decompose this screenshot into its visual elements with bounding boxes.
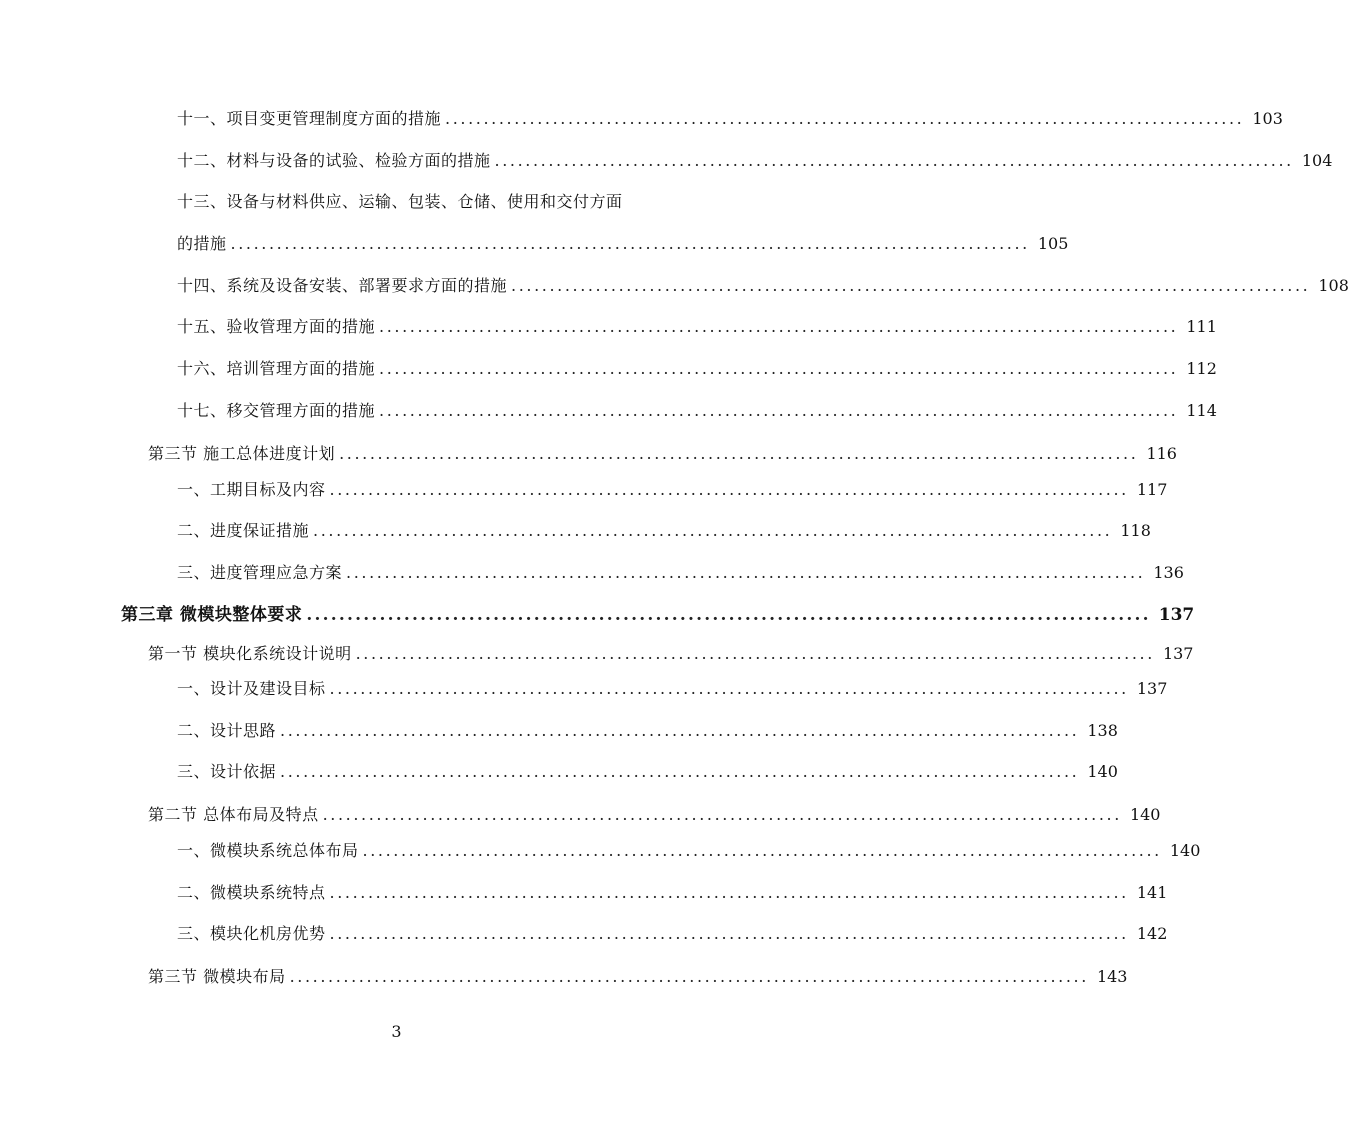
toc-entry-page: 140 (1129, 805, 1161, 824)
toc-entry[interactable] (177, 880, 1168, 904)
toc-entry-continuation[interactable] (177, 231, 1069, 255)
toc-entry-title: 一、设计及建设目标 (177, 679, 326, 698)
toc-entry-title: 第一节 模块化系统设计说明 (148, 644, 352, 663)
toc-entry-page: 142 (1136, 924, 1168, 943)
toc-entry[interactable] (177, 273, 1349, 297)
toc-leader-dots: ........................................................................................................ (230, 234, 1030, 253)
toc-entry-page: 138 (1087, 721, 1118, 740)
toc-entry-page: 112 (1186, 359, 1217, 378)
toc-entry[interactable] (177, 106, 1283, 130)
toc-entry[interactable] (177, 676, 1168, 700)
toc-entry-title: 十四、系统及设备安装、部署要求方面的措施 (177, 276, 508, 295)
toc-entry-page: 108 (1318, 276, 1349, 295)
toc-entry-title: 十二、材料与设备的试验、检验方面的措施 (177, 151, 491, 170)
toc-entry-page: 137 (1158, 605, 1195, 625)
toc-chapter-entry[interactable] (121, 602, 1195, 626)
toc-entry[interactable] (177, 398, 1217, 422)
toc-entry-title: 二、设计思路 (177, 721, 277, 740)
toc-entry-page: 114 (1186, 401, 1217, 420)
toc-entry-page: 105 (1037, 234, 1069, 253)
toc-entry-title: 一、工期目标及内容 (177, 480, 326, 499)
toc-entry-title: 第三章 微模块整体要求 (121, 605, 303, 625)
toc-entry-page: 117 (1136, 480, 1168, 499)
toc-leader-dots: ........................................................................................................ (511, 276, 1311, 295)
toc-entry-title: 二、进度保证措施 (177, 521, 310, 540)
toc-entry-title: 三、模块化机房优势 (177, 924, 326, 943)
toc-entry-title: 第二节 总体布局及特点 (148, 805, 319, 824)
toc-leader-dots: ........................................................................................................ (379, 317, 1179, 336)
toc-entry[interactable] (177, 838, 1201, 862)
toc-entry[interactable] (177, 148, 1333, 172)
toc-entry-page: 140 (1087, 762, 1118, 781)
toc-leader-dots: ........................................................................................................ (306, 605, 1151, 625)
toc-leader-dots: ........................................................................................................ (339, 444, 1139, 463)
page-number: 3 (391, 1022, 402, 1041)
toc-entry[interactable] (177, 560, 1184, 584)
toc-entry-page: 104 (1301, 151, 1333, 170)
toc-entry-page: 137 (1136, 679, 1168, 698)
toc-section-entry[interactable] (148, 441, 1177, 465)
toc-leader-dots: ........................................................................................................ (379, 401, 1179, 420)
toc-entry[interactable] (177, 921, 1168, 945)
toc-leader-dots: ........................................................................................................ (329, 480, 1129, 499)
toc-entry-title: 十七、移交管理方面的措施 (177, 401, 376, 420)
toc-entry[interactable] (177, 718, 1118, 742)
toc-entry[interactable] (177, 759, 1118, 783)
toc-entry-page: 116 (1146, 444, 1177, 463)
toc-entry-title: 二、微模块系统特点 (177, 883, 326, 902)
toc-entry[interactable] (177, 314, 1217, 338)
toc-leader-dots: ........................................................................................................ (280, 721, 1080, 740)
toc-entry[interactable] (177, 518, 1151, 542)
toc-leader-dots: ........................................................................................................ (280, 762, 1080, 781)
toc-entry-page: 111 (1186, 317, 1217, 336)
toc-section-entry[interactable] (148, 641, 1194, 665)
toc-entry-title: 十五、验收管理方面的措施 (177, 317, 376, 336)
toc-leader-dots: ........................................................................................................ (289, 967, 1089, 986)
toc-leader-dots: ........................................................................................................ (379, 359, 1179, 378)
toc-entry[interactable] (177, 356, 1217, 380)
toc-entry-page: 140 (1169, 841, 1201, 860)
toc-entry-title: 十三、设备与材料供应、运输、包装、仓储、使用和交付方面 (177, 192, 623, 211)
toc-entry-title: 三、进度管理应急方案 (177, 563, 343, 582)
toc-entry-title: 的措施 (177, 234, 227, 253)
toc-leader-dots: ........................................................................................................ (313, 521, 1113, 540)
toc-entry-wrapped[interactable] (177, 189, 672, 213)
toc-entry-page: 141 (1136, 883, 1168, 902)
toc-entry-page: 118 (1120, 521, 1151, 540)
toc-entry-page: 143 (1096, 967, 1128, 986)
toc-entry[interactable] (177, 477, 1168, 501)
toc-leader-dots: ........................................................................................................ (329, 679, 1129, 698)
toc-leader-dots: ........................................................................................................ (329, 924, 1129, 943)
toc-section-entry[interactable] (148, 964, 1128, 988)
toc-leader-dots: ........................................................................................................ (494, 151, 1294, 170)
toc-entry-title: 一、微模块系统总体布局 (177, 841, 359, 860)
toc-entry-title: 第三节 微模块布局 (148, 967, 286, 986)
toc-leader-dots: ........................................................................................................ (346, 563, 1146, 582)
toc-leader-dots: ........................................................................................................ (322, 805, 1122, 824)
toc-entry-title: 十一、项目变更管理制度方面的措施 (177, 109, 442, 128)
toc-entry-page: 137 (1162, 644, 1194, 663)
toc-entry-title: 第三节 施工总体进度计划 (148, 444, 336, 463)
toc-entry-page: 103 (1252, 109, 1283, 128)
toc-entry-title: 十六、培训管理方面的措施 (177, 359, 376, 378)
toc-leader-dots: ........................................................................................................ (329, 883, 1129, 902)
toc-leader-dots: ........................................................................................................ (355, 644, 1155, 663)
toc-entry-page: 136 (1153, 563, 1184, 582)
toc-section-entry[interactable] (148, 802, 1161, 826)
toc-leader-dots: ........................................................................................................ (362, 841, 1162, 860)
toc-entry-title: 三、设计依据 (177, 762, 277, 781)
toc-leader-dots: ........................................................................................................ (445, 109, 1245, 128)
